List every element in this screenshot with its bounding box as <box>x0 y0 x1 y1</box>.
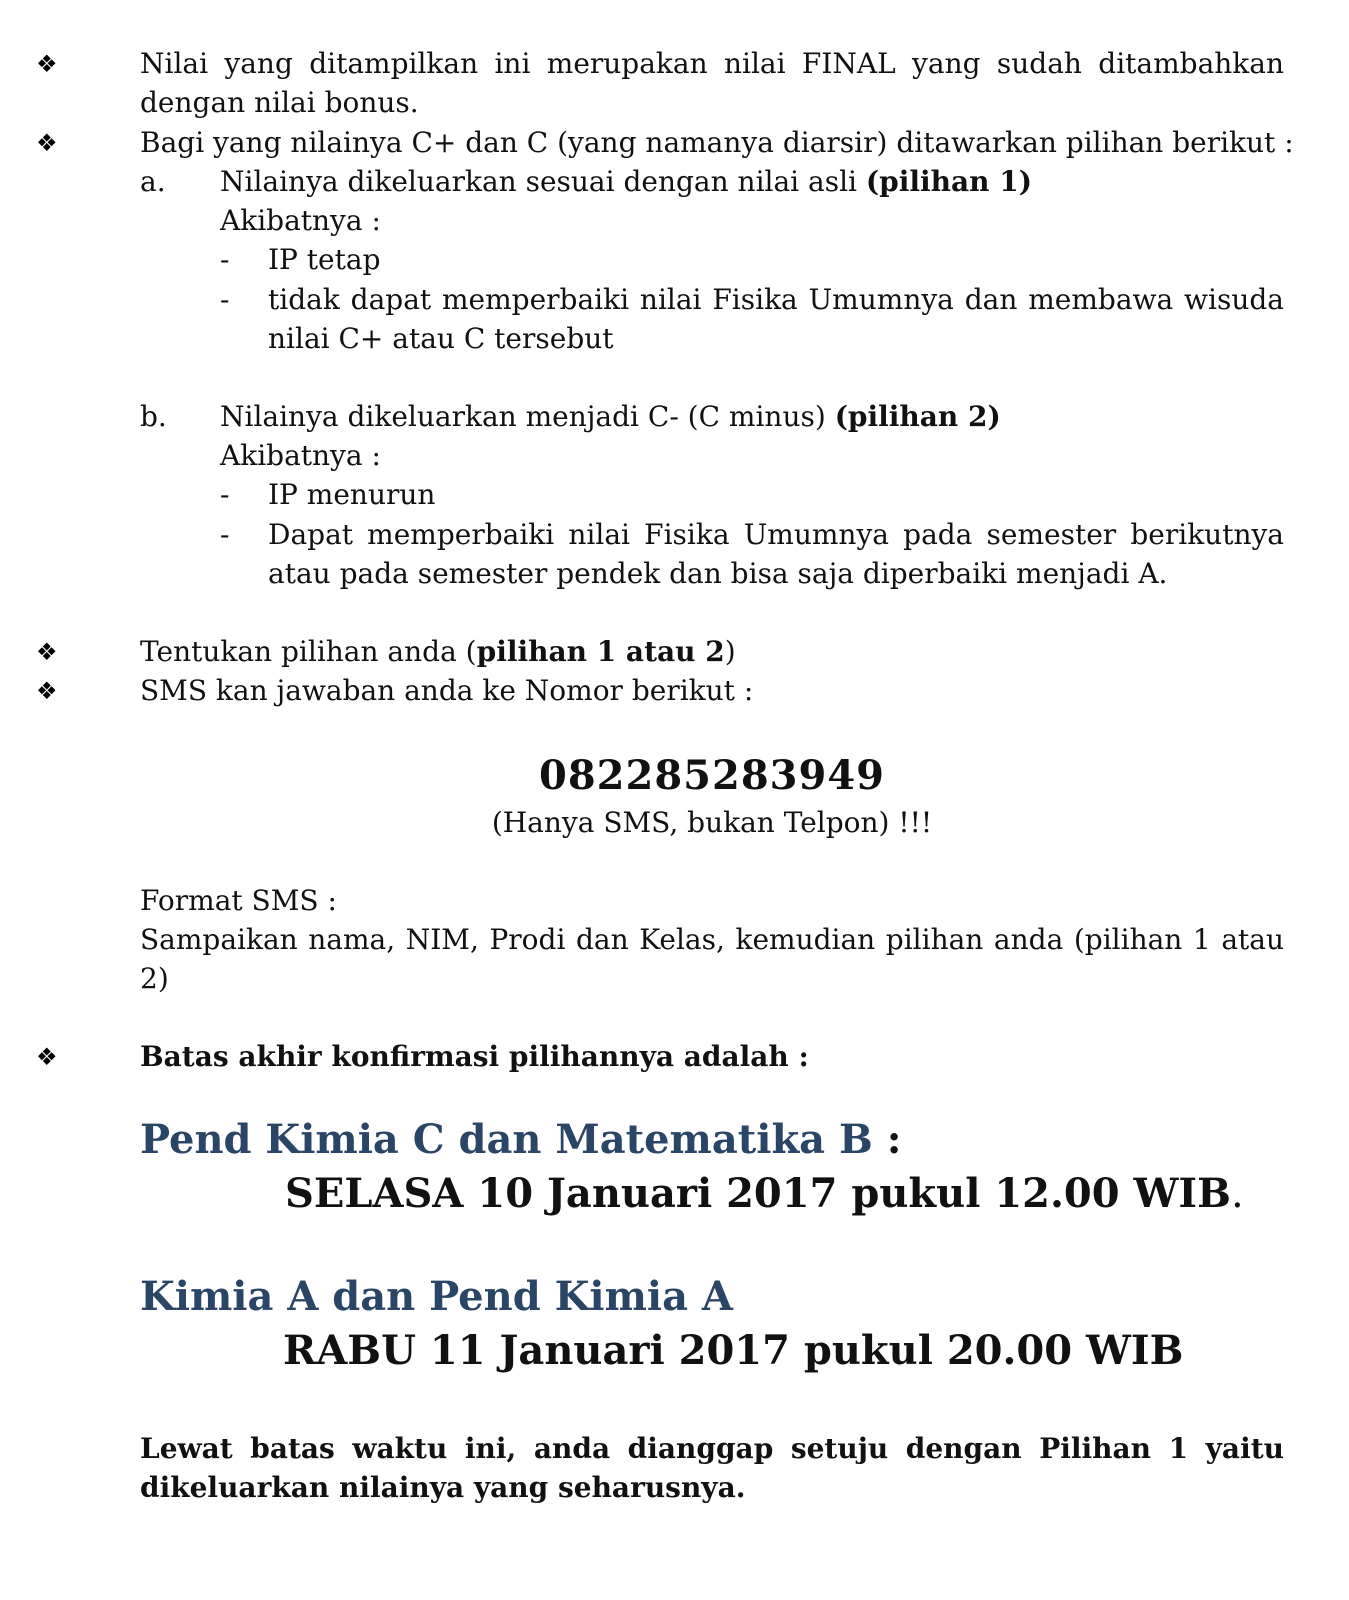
option-a-point-1: IP tetap <box>268 243 381 276</box>
item1-line2: dengan nilai bonus. <box>140 86 419 119</box>
deadline2-time: RABU 11 Januari 2017 pukul 20.00 WIB <box>283 1327 1184 1374</box>
bullet-icon: ❖ <box>36 677 58 705</box>
option-a-point-2-line1: tidak dapat memperbaiki nilai Fisika Umumnya dan membawa wisuda <box>268 283 1284 316</box>
deadline1-time-wrap <box>285 1170 1244 1218</box>
option-b-point-2-line1: Dapat memperbaiki nilai Fisika Umumnya pada semester berikutnya <box>268 518 1284 551</box>
dash-icon: - <box>220 243 230 276</box>
dash-icon: - <box>220 478 230 511</box>
sms-format-line1: Sampaikan nama, NIM, Prodi dan Kelas, kemudian pilihan anda (pilihan 1 atau <box>140 923 1284 956</box>
bullet-icon: ❖ <box>36 50 58 78</box>
deadline2-group: Kimia A dan Pend Kimia A <box>140 1273 733 1320</box>
closing-line1: Lewat batas waktu ini, anda dianggap setuju dengan Pilihan 1 yaitu <box>140 1432 1284 1465</box>
sms-format-title: Format SMS : <box>140 884 337 917</box>
deadline1-colon: : <box>872 1116 902 1163</box>
option-a-consequence: Akibatnya : <box>220 204 381 237</box>
dash-icon: - <box>220 518 230 551</box>
item3-bold: pilihan 1 atau 2 <box>476 635 725 668</box>
deadline1-group: Pend Kimia C dan Matematika B <box>140 1116 873 1163</box>
item1-line1: Nilai yang ditampilkan ini merupakan nilai FINAL yang sudah ditambahkan <box>140 47 1284 80</box>
item3-text <box>140 635 736 669</box>
deadline-intro: Batas akhir konfirmasi pilihannya adalah : <box>140 1040 809 1073</box>
option-a-text <box>220 165 1032 199</box>
item3-prefix: Tentukan pilihan anda ( <box>140 635 477 668</box>
item2-text: Bagi yang nilainya C+ dan C (yang namanya diarsir) ditawarkan pilihan berikut : <box>140 126 1294 159</box>
option-a-description: Nilainya dikeluarkan sesuai dengan nilai asli <box>220 165 866 198</box>
option-b-point-1: IP menurun <box>268 478 436 511</box>
option-a-choice: (pilihan 1) <box>865 165 1032 198</box>
option-b-point-2-line2: atau pada semester pendek dan bisa saja diperbaiki menjadi A. <box>268 557 1168 590</box>
phone-number: 082285283949 <box>539 752 885 799</box>
option-b-choice: (pilihan 2) <box>834 400 1001 433</box>
item3-suffix: ) <box>724 635 736 668</box>
deadline1-time: SELASA 10 Januari 2017 pukul 12.00 WIB <box>285 1170 1231 1217</box>
option-a-point-2-line2: nilai C+ atau C tersebut <box>268 322 614 355</box>
dash-icon: - <box>220 283 230 316</box>
bullet-icon: ❖ <box>36 638 58 666</box>
bullet-icon: ❖ <box>36 129 58 157</box>
item4-text: SMS kan jawaban anda ke Nomor berikut : <box>140 674 754 707</box>
deadline1-period: . <box>1230 1171 1244 1217</box>
deadline2-heading <box>140 1273 733 1321</box>
option-b-label: b. <box>140 400 167 433</box>
closing-line2: dikeluarkan nilainya yang seharusnya. <box>140 1471 746 1504</box>
deadline1-heading <box>140 1116 902 1164</box>
phone-note: (Hanya SMS, bukan Telpon) !!! <box>491 806 933 839</box>
bullet-icon: ❖ <box>36 1043 58 1071</box>
option-b-consequence: Akibatnya : <box>220 439 381 472</box>
option-b-text <box>220 400 1001 434</box>
option-b-description: Nilainya dikeluarkan menjadi C- (C minus) <box>220 400 835 433</box>
option-a-label: a. <box>140 165 166 198</box>
sms-format-line2: 2) <box>140 962 169 995</box>
